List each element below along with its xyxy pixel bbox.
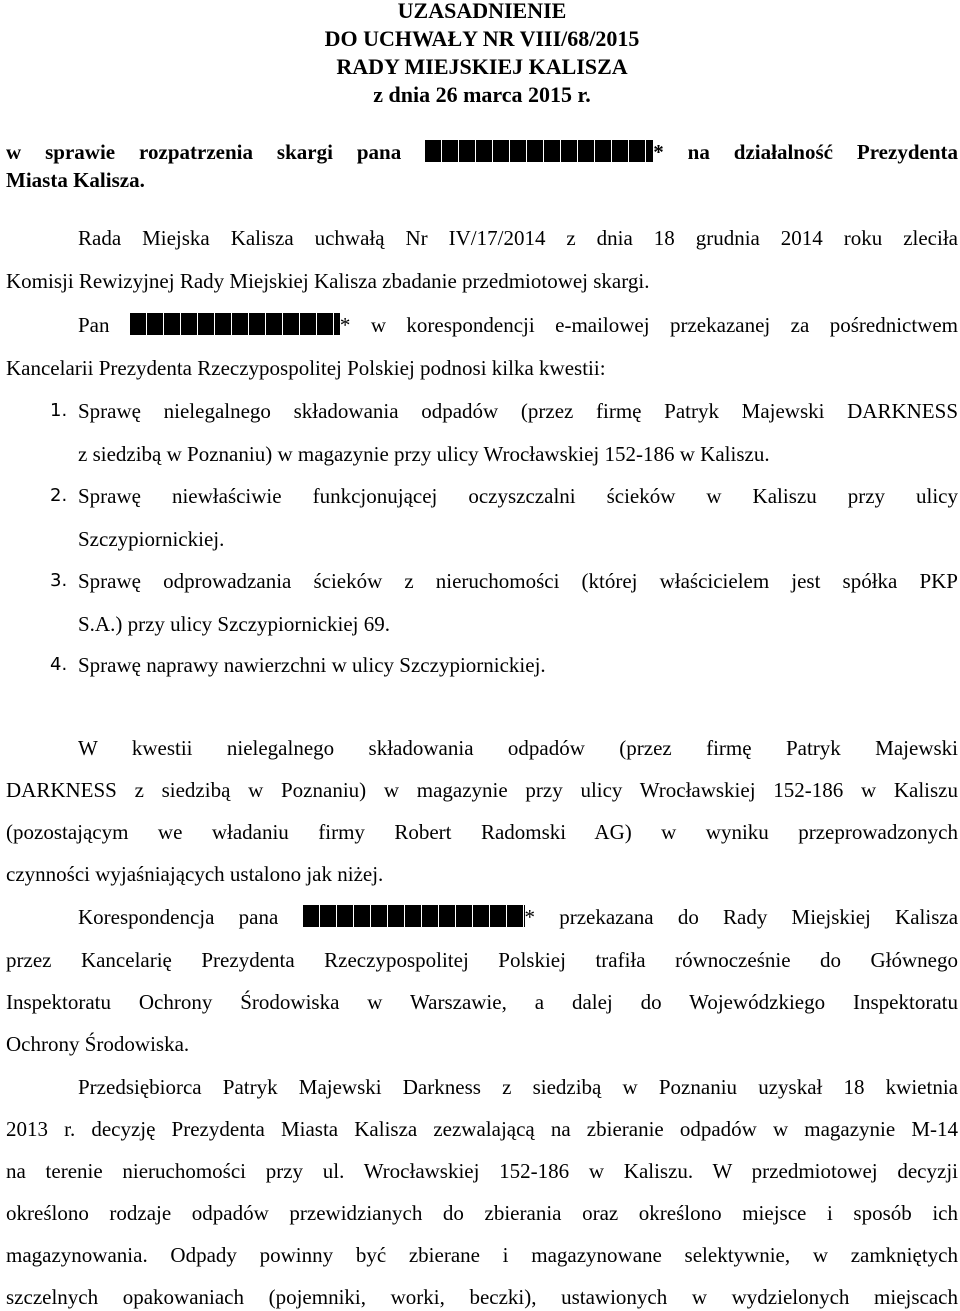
list-number: 4. xyxy=(50,654,68,675)
list-number: 2. xyxy=(50,485,68,506)
list-item-line: Sprawę niewłaściwie funkcjonującej oczyszczalni ścieków w Kaliszu przy ulicy xyxy=(78,484,958,508)
paragraph-line: Rada Miejska Kalisza uchwałą Nr IV/17/2014 z dnia 18 grudnia 2014 roku zleciła xyxy=(78,226,958,250)
paragraph-line: przez Kancelarię Prezydenta Rzeczypospolitej Polskiej trafiła równocześnie do Głównego xyxy=(6,948,958,972)
paragraph-line: szczelnych opakowaniach (pojemniki, worki, beczki), ustawionych w wydzielonych miejscach xyxy=(6,1285,958,1309)
subject-text: w sprawie rozpatrzenia skargi pana xyxy=(6,140,402,164)
list-item-line: Szczypiornickiej. xyxy=(78,527,225,551)
list-item-line: Sprawę naprawy nawierzchni w ulicy Szczypiornickiej. xyxy=(78,653,546,677)
redaction-block xyxy=(303,905,525,927)
paragraph-line: (pozostającym we władaniu firmy Robert Radomski AG) w wyniku przeprowadzonych xyxy=(6,820,958,844)
paragraph-line: Kancelarii Prezydenta Rzeczypospolitej Polskiej podnosi kilka kwestii: xyxy=(6,356,606,380)
paragraph-text: w korespondencji e-mailowej przekazanej za pośrednictwem xyxy=(370,313,959,337)
paragraph-text: Pan xyxy=(78,313,110,337)
paragraph-line: Przedsiębiorca Patryk Majewski Darkness z siedzibą w Poznaniu uzyskał 18 kwietnia xyxy=(78,1075,958,1099)
redaction-asterisk: * xyxy=(524,905,535,929)
list-number: 1. xyxy=(50,400,68,421)
paragraph-line: 2013 r. decyzję Prezydenta Miasta Kalisza zezwalającą na zbieranie odpadów w magazynie M-14 xyxy=(6,1117,958,1141)
paragraph-line: Inspektoratu Ochrony Środowiska w Warszawie, a dalej do Wojewódzkiego Inspektoratu xyxy=(6,990,958,1014)
list-item-line: z siedzibą w Poznaniu) w magazynie przy ulicy Wrocławskiej 152-186 w Kaliszu. xyxy=(78,442,770,466)
paragraph-line: czynności wyjaśniających ustalono jak niżej. xyxy=(6,862,384,886)
redaction-asterisk: * xyxy=(339,313,351,337)
paragraph-line xyxy=(78,903,958,931)
paragraph-line: DARKNESS z siedzibą w Poznaniu) w magazynie przy ulicy Wrocławskiej 152-186 w Kaliszu xyxy=(6,778,958,802)
paragraph-line: W kwestii nielegalnego składowania odpadów (przez firmę Patryk Majewski xyxy=(78,736,958,760)
paragraph-line: magazynowania. Odpady powinny być zbierane i magazynowane selektywnie, w zamkniętych xyxy=(6,1243,958,1267)
paragraph-text: Korespondencja pana xyxy=(78,905,279,929)
title-line: RADY MIEJSKIEJ KALISZA xyxy=(336,54,628,79)
paragraph-line xyxy=(78,311,958,339)
redaction-block xyxy=(130,313,340,335)
redaction-block xyxy=(425,140,653,162)
list-item-line: Sprawę odprowadzania ścieków z nieruchomości (której właścicielem jest spółka PKP xyxy=(78,569,958,593)
redaction-asterisk: * xyxy=(653,140,664,164)
paragraph-text: przekazana do Rady Miejskiej Kalisza xyxy=(559,905,959,929)
subject-line xyxy=(6,138,958,166)
document-title xyxy=(282,0,682,109)
title-line: UZASADNIENIE xyxy=(397,0,567,23)
list-item-line: S.A.) przy ulicy Szczypiornickiej 69. xyxy=(78,612,391,636)
list-number: 3. xyxy=(50,570,68,591)
subject-text: na działalność Prezydenta xyxy=(687,140,958,164)
paragraph-line: na terenie nieruchomości przy ul. Wrocławskiej 152-186 w Kaliszu. W przedmiotowej decyzji xyxy=(6,1159,958,1183)
paragraph-line: Komisji Rewizyjnej Rady Miejskiej Kalisza zbadanie przedmiotowej skargi. xyxy=(6,269,650,293)
paragraph-line: Ochrony Środowiska. xyxy=(6,1032,190,1056)
subject-line-2: Miasta Kalisza. xyxy=(6,168,145,192)
list-item-line: Sprawę nielegalnego składowania odpadów (przez firmę Patryk Majewski DARKNESS xyxy=(78,399,958,423)
title-line: z dnia 26 marca 2015 r. xyxy=(373,82,591,107)
paragraph-line: określono rodzaje odpadów przewidzianych do zbierania oraz określono miejsce i sposób ich xyxy=(6,1201,958,1225)
title-line: DO UCHWAŁY NR VIII/68/2015 xyxy=(324,26,640,51)
